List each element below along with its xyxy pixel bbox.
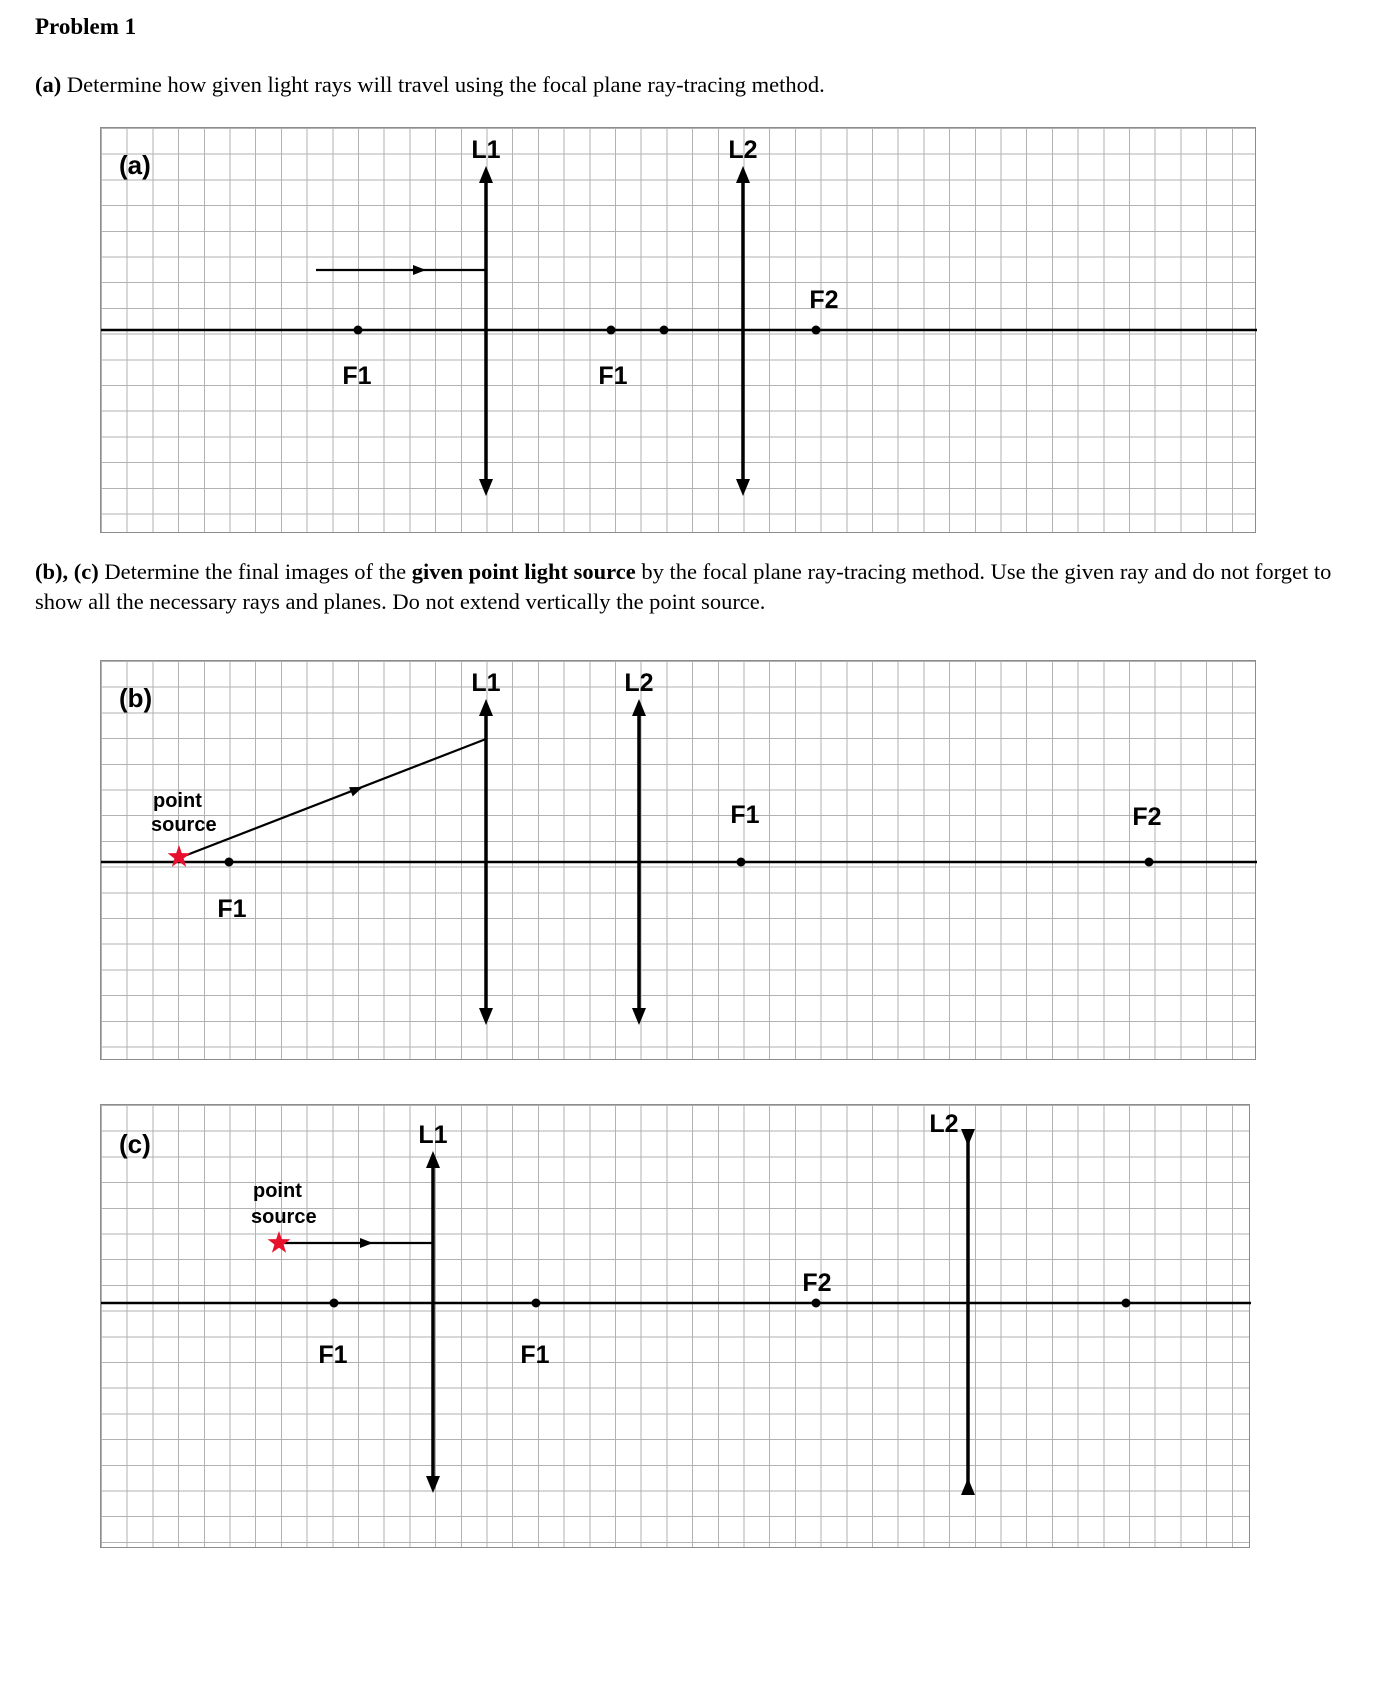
lens-l1 (426, 1151, 440, 1493)
part-a-instructions (35, 70, 1360, 101)
lens-l1-label: L1 (471, 668, 501, 697)
lens-arrow-down-icon (479, 479, 493, 496)
incident-ray (279, 1238, 433, 1248)
lens-arrow-inward-up-icon (961, 1478, 975, 1495)
point-source-star-icon (168, 845, 191, 867)
lens-arrow-up-icon (479, 166, 493, 183)
diagram-b-canvas (101, 661, 1257, 1061)
lens-l2-diverging (961, 1129, 975, 1495)
ray-line (179, 739, 486, 858)
focal-point-unlabeled (1122, 1298, 1131, 1307)
lens-l2-label: L2 (624, 668, 654, 697)
focal-point-f1-lens1-right (532, 1298, 541, 1307)
point-source-star-icon (268, 1231, 291, 1253)
f1-lens1-label: F1 (342, 361, 372, 390)
focal-point-f1-lens2 (737, 857, 746, 866)
part-a-text: Determine how given light rays will travel using the focal plane ray-tracing method. (61, 72, 825, 97)
point-source-label-line1: point (253, 1179, 302, 1202)
ray-arrowhead-icon (360, 1238, 373, 1248)
lens-l2-label: L2 (728, 135, 758, 164)
lens-arrow-inward-down-icon (961, 1129, 975, 1146)
panel-label: (c) (119, 1128, 151, 1159)
lens-arrow-up-icon (479, 699, 493, 716)
diagram-a (100, 127, 1256, 533)
f1-lens2-label: F1 (598, 361, 628, 390)
lens-arrow-up-icon (736, 166, 750, 183)
incident-ray (179, 739, 486, 858)
focal-point-f2-lens2 (812, 1298, 821, 1307)
point-source-label-line2: source (151, 813, 217, 836)
focal-point-f2-lens2 (1145, 857, 1154, 866)
ray-arrowhead-icon (349, 782, 365, 796)
focal-point-f1-lens1-left (330, 1298, 339, 1307)
part-bc-label: (b), (c) (35, 558, 99, 584)
f2-lens2-label: F2 (809, 285, 839, 314)
panel-label: (a) (119, 149, 151, 180)
point-source-label-line1: point (153, 789, 202, 812)
f1-far-label: F1 (730, 800, 760, 829)
page-title: Problem 1 (35, 14, 137, 39)
lens-arrow-down-icon (479, 1008, 493, 1025)
focal-point-f1-lens2 (607, 325, 616, 334)
diagram-c (100, 1104, 1250, 1548)
lens-arrow-up-icon (426, 1151, 440, 1168)
lens-l2-label: L2 (929, 1109, 959, 1138)
part-bc-instructions (35, 557, 1360, 618)
focal-point-unlabeled (660, 325, 669, 334)
diagram-c-canvas (101, 1105, 1251, 1549)
part-bc-text-2: by the focal plane ray-tracing method. Use the given ray and do not forget to show all the necessary rays and planes. Do not extend vertically the point source. (35, 558, 1332, 615)
ray-arrowhead-icon (413, 265, 426, 275)
lens-arrow-down-icon (426, 1476, 440, 1493)
f1-left-label: F1 (318, 1340, 348, 1369)
lens-arrow-down-icon (632, 1008, 646, 1025)
lens-l1-label: L1 (418, 1120, 448, 1149)
diagram-a-canvas (101, 128, 1257, 534)
diagram-b (100, 660, 1256, 1060)
part-bc-text-1: Determine the final images of the (98, 558, 412, 584)
f2-label: F2 (1132, 802, 1162, 831)
f1-mid-label: F1 (520, 1340, 550, 1369)
lens-arrow-up-icon (632, 699, 646, 716)
incident-ray (316, 265, 486, 275)
point-source-label-line2: source (251, 1205, 317, 1228)
focal-point-f2-lens2 (812, 325, 821, 334)
f2-label: F2 (802, 1268, 832, 1297)
f1-near-label: F1 (217, 894, 247, 923)
panel-label: (b) (119, 682, 153, 713)
lens-l1-label: L1 (471, 135, 501, 164)
lens-arrow-down-icon (736, 479, 750, 496)
focal-point-f1-lens1 (354, 325, 363, 334)
part-a-label: (a) (35, 72, 62, 97)
focal-point-f1-lens1 (225, 857, 234, 866)
part-bc-emphasis: given point light source (411, 558, 636, 584)
